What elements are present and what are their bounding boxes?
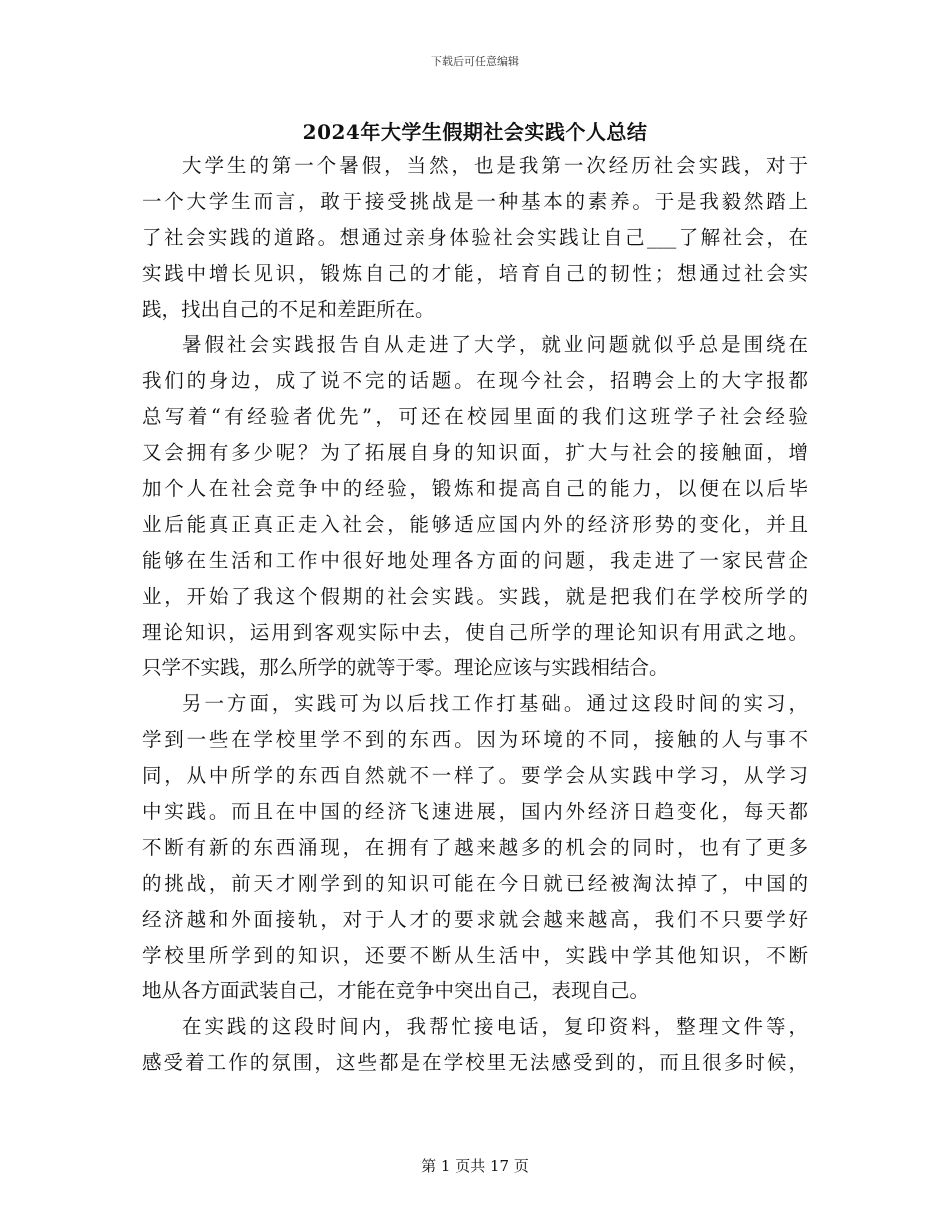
document-title: 2024年大学生假期社会实践个人总结 (302, 120, 648, 144)
text-line: 总写着“有经验者优先”，可还在校园里面的我们这班学子社会经验 (142, 405, 808, 429)
text-line: 加个人在社会竞争中的经验，锻炼和提高自己的能力，以便在以后毕 (142, 477, 808, 501)
text-line: 学到一些在学校里学不到的东西。因为环境的不同，接触的人与事不 (142, 728, 808, 752)
document-body (142, 148, 808, 1081)
text-line: 一个大学生而言，敢于接受挑战是一种基本的素养。于是我毅然踏上 (142, 189, 808, 213)
text-line: 大学生的第一个暑假，当然，也是我第一次经历社会实践，对于 (182, 154, 808, 177)
text-line: 同，从中所学的东西自然就不一样了。要学会从实践中学习，从学习 (142, 764, 808, 788)
text-line: 又会拥有多少呢？为了拓展自身的知识面，扩大与社会的接触面，增 (142, 441, 808, 465)
text-line: 实践中增长见识，锻炼自己的才能，培育自己的韧性；想通过社会实 (142, 261, 808, 285)
text-line: 了社会实践的道路。想通过亲身体验社会实践让自己___了解社会，在 (142, 225, 808, 249)
text-line: 能够在生活和工作中很好地处理各方面的问题，我走进了一家民营企 (142, 548, 808, 572)
text-line: 在实践的这段时间内，我帮忙接电话，复印资料，整理文件等， (182, 1015, 808, 1039)
text-line: 业后能真正真正走入社会，能够适应国内外的经济形势的变化，并且 (142, 512, 808, 536)
text-line: 经济越和外面接轨，对于人才的要求就会越来越高，我们不只要学好 (142, 907, 808, 931)
text-line: 不断有新的东西涌现，在拥有了越来越多的机会的同时，也有了更多 (142, 835, 808, 859)
page-footer: 第 1 页共 17 页 (421, 1157, 529, 1175)
text-line: 只学不实践，那么所学的就等于零。理论应该与实践相结合。 (142, 656, 669, 680)
text-line: 地从各方面武装自己，才能在竞争中突出自己，表现自己。 (142, 979, 650, 1003)
text-line: 业，开始了我这个假期的社会实践。实践，就是把我们在学校所学的 (142, 584, 808, 608)
text-line: 理论知识，运用到客观实际中去，使自己所学的理论知识有用武之地。 (142, 620, 808, 644)
text-line: 感受着工作的氛围，这些都是在学校里无法感受到的，而且很多时候， (142, 1051, 808, 1075)
text-line: 暑假社会实践报告自从走进了大学，就业问题就似乎总是围绕在 (182, 333, 808, 357)
text-line: 我们的身边，成了说不完的话题。在现今社会，招聘会上的大字报都 (142, 369, 808, 393)
text-line: 践，找出自己的不足和差距所在。 (142, 297, 435, 321)
text-line: 另一方面，实践可为以后找工作打基础。通过这段时间的实习， (182, 692, 808, 716)
page-header: 下载后可任意编辑 (431, 55, 519, 68)
text-line: 的挑战，前天才刚学到的知识可能在今日就已经被淘汰掉了，中国的 (142, 871, 808, 895)
text-line: 学校里所学到的知识，还要不断从生活中，实践中学其他知识，不断 (142, 943, 808, 967)
text-line: 中实践。而且在中国的经济飞速进展，国内外经济日趋变化，每天都 (142, 800, 808, 824)
